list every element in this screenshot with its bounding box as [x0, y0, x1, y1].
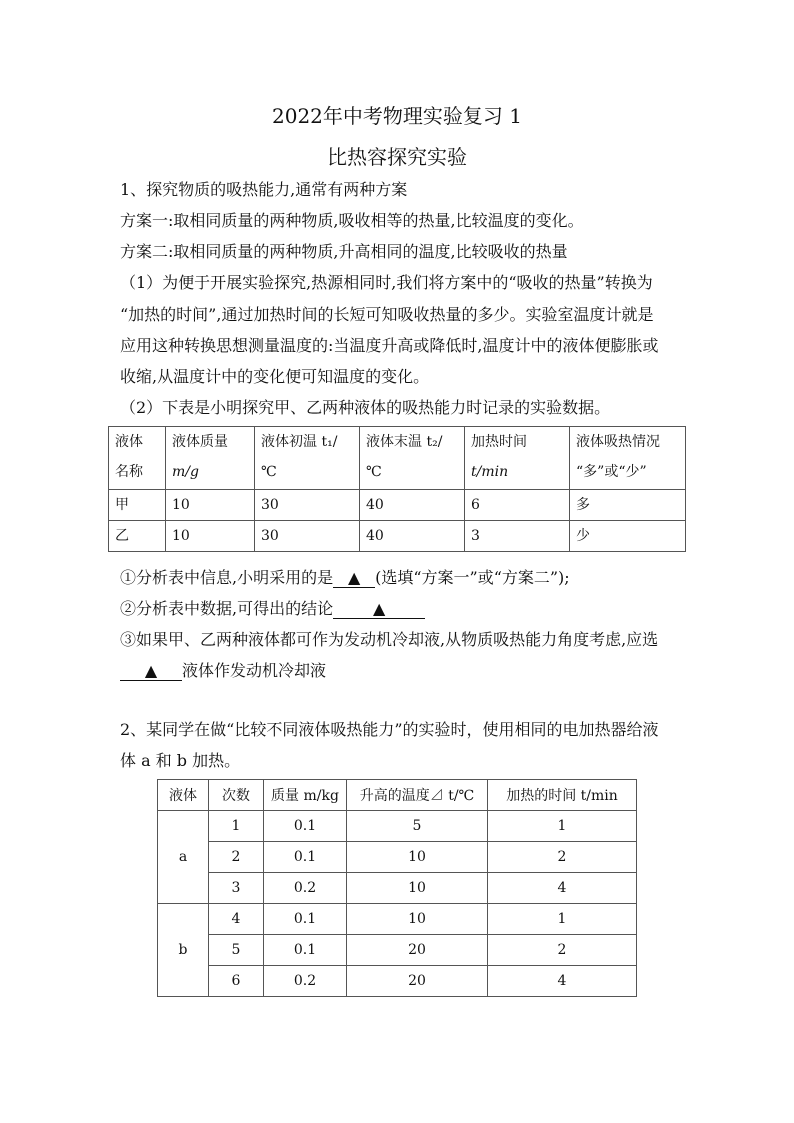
table-cell: 5 [209, 935, 264, 966]
table-cell: 30 [255, 521, 360, 552]
table-cell: 0.2 [264, 873, 347, 904]
answer-blank[interactable]: ▲ [120, 662, 182, 681]
answer-blank[interactable]: ▲ [333, 600, 425, 619]
answer-blank[interactable]: ▲ [333, 569, 375, 588]
table-row [109, 490, 686, 521]
table-cell: 0.1 [264, 842, 347, 873]
q1-sub3-line2: ▲ 液体作发动机冷却液 [120, 661, 326, 681]
table-cell: 10 [166, 490, 255, 521]
table-row [158, 966, 637, 997]
table-row [158, 904, 637, 935]
table-cell: 10 [347, 873, 488, 904]
table-cell: 多 [570, 490, 686, 521]
header-cell: 液体初温 t₁/ ℃ [255, 427, 360, 490]
table-cell: 5 [347, 811, 488, 842]
header-cell: 液体 [158, 780, 209, 811]
header-cell: 液体质量 m/g [166, 427, 255, 490]
q2-data-table [157, 779, 637, 997]
table-cell: 2 [488, 842, 637, 873]
table-cell: 2 [488, 935, 637, 966]
table-cell: 10 [347, 904, 488, 935]
header-cell: 质量 m/kg [264, 780, 347, 811]
q1-plan1: 方案一:取相同质量的两种物质,吸收相等的热量,比较温度的变化。 [120, 211, 584, 230]
q2-line1: 2、某同学在做“比较不同液体吸热能力”的实验时，使用相同的电加热器给液 [120, 720, 659, 739]
q1-data-table [108, 426, 686, 552]
header-cell: 升高的温度⊿ t/℃ [347, 780, 488, 811]
q1-sub3-line1: ③如果甲、乙两种液体都可作为发动机冷却液,从物质吸热能力角度考虑,应选 [120, 630, 659, 649]
table-cell: 10 [166, 521, 255, 552]
group-label-cell: b [158, 904, 209, 997]
q1-sub2: ②分析表中数据,可得出的结论 ▲ [120, 599, 425, 619]
table-row [109, 521, 686, 552]
table-cell: 6 [465, 490, 570, 521]
q2-line2: 体 a 和 b 加热。 [120, 751, 241, 770]
table-cell: 甲 [109, 490, 166, 521]
header-cell: 加热的时间 t/min [488, 780, 637, 811]
table-cell: 少 [570, 521, 686, 552]
table-cell: 40 [360, 490, 465, 521]
table-cell: 40 [360, 521, 465, 552]
q1-part1-line3: 应用这种转换思想测量温度的:当温度升高或降低时,温度计中的液体便膨胀或 [120, 336, 659, 355]
q1-part1-line4: 收缩,从温度计中的变化便可知温度的变化。 [120, 367, 430, 386]
header-cell: 加热时间 t/min [465, 427, 570, 490]
table-cell: 0.1 [264, 935, 347, 966]
header-cell: 液体 名称 [109, 427, 166, 490]
header-cell: 液体末温 t₂/ ℃ [360, 427, 465, 490]
header-cell: 液体吸热情况 “多”或“少” [570, 427, 686, 490]
table-cell: 4 [209, 904, 264, 935]
table-cell: 1 [488, 904, 637, 935]
table-cell: 4 [488, 966, 637, 997]
q1-sub1: ①分析表中信息,小明采用的是 ▲ (选填“方案一”或“方案二”); [120, 568, 570, 587]
table-cell: 6 [209, 966, 264, 997]
table-cell: 0.1 [264, 904, 347, 935]
table-cell: 3 [465, 521, 570, 552]
table-cell: 3 [209, 873, 264, 904]
table-row [158, 811, 637, 842]
q1-part1-line1: （1）为便于开展实验探究,热源相同时,我们将方案中的“吸收的热量”转换为 [120, 273, 653, 292]
table-cell: 10 [347, 842, 488, 873]
table-row [158, 842, 637, 873]
q1-intro: 1、探究物质的吸热能力,通常有两种方案 [120, 180, 408, 199]
group-label-cell: a [158, 811, 209, 904]
table-row [158, 873, 637, 904]
page-subtitle: 比热容探究实验 [327, 145, 467, 169]
table-header-row [109, 427, 686, 490]
table-cell: 1 [488, 811, 637, 842]
table-cell: 30 [255, 490, 360, 521]
q1-plan2: 方案二:取相同质量的两种物质,升高相同的温度,比较吸收的热量 [120, 242, 568, 261]
table-header-row [158, 780, 637, 811]
table-row [158, 935, 637, 966]
table-cell: 20 [347, 966, 488, 997]
table-cell: 2 [209, 842, 264, 873]
header-cell: 次数 [209, 780, 264, 811]
table-cell: 0.2 [264, 966, 347, 997]
table-cell: 4 [488, 873, 637, 904]
table-cell: 20 [347, 935, 488, 966]
q1-part2-line: （2）下表是小明探究甲、乙两种液体的吸热能力时记录的实验数据。 [120, 398, 611, 417]
table-cell: 0.1 [264, 811, 347, 842]
table-cell: 乙 [109, 521, 166, 552]
page-title: 2022年中考物理实验复习 1 [272, 104, 522, 128]
table-cell: 1 [209, 811, 264, 842]
q1-part1-line2: “加热的时间”,通过加热时间的长短可知吸收热量的多少。实验室温度计就是 [120, 305, 654, 324]
